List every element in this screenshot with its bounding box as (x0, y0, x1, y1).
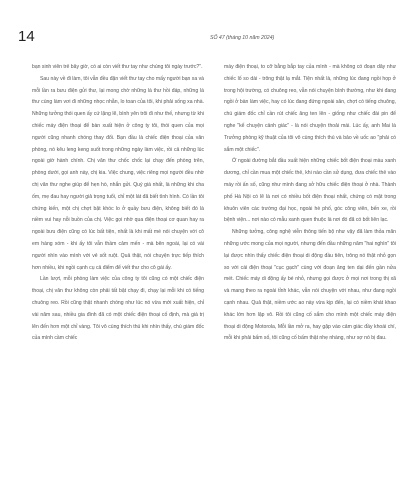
left-paragraph-1: bạn sinh viên trẻ bây giờ, có ai còn viết thư tay như chúng tôi ngày trước?". (32, 64, 203, 70)
right-column (224, 62, 396, 345)
left-column (32, 62, 204, 345)
left-paragraph-2: Sau này về đi làm, tôi vẫn đều đặn viết thư tay cho mấy người bạn xa và mỗi lần ra bưu điện gửi thư, lại mong chờ những lá thư hồi đáp, những lá thư cùng làm vơi đi những nhọc nhằn, lo toan của tôi, khi phải sống xa nhà. Những tưởng thói quen ấy cứ lặng lẽ, bình yên trôi đi như thế, nhưng từ khi chiếc máy điện thoại để bàn xuất hiện ở công ty tôi, thói quen của mọi người cũng nhanh chóng thay đổi. Bạn đầu là chiếc điện thoại của văn phòng, nó kêu leng keng suốt trong những ngày làm việc, rồi cả những lúc ngoài giờ hành chính. Chị văn thư chốc chốc lại chạy đến phòng trên, phòng dưới, gọi anh này, chị kia. Việc chung, việc riêng mọi người đều nhờ chị văn thư nghe giúp để hẹn hò, nhắn gửi. Quý giá nhất, là những khi cha ốm, mẹ đau hay người giả trọng tuổi, chỉ một lát đã biết tình hình. Có lần tôi chứng kiến, một chị chợt bật khóc lo ở quầy bưu điện, không biết đó là niềm vui hay nỗi buồn của chị. Việc gọi nhờ qua điện thoại cơ quan hay ra ngoài bưu điện cũng có lúc bất tiện, nhất là khi mất mé nói chuyện với cô em hàng xóm - khi ấy tôi vẫn thầm cảm mến - mà bên ngoài, lại có vài người nhìn vào mình với vẻ sốt ruột. Quả thật, nói chuyện trực tiếp thích hơn nhiều, khi ngồi cạnh cụ cả điểm để viết thư cho cô gái ấy. (32, 75, 204, 271)
page-number: 14 (18, 28, 35, 45)
issue-header: SỐ 47 (tháng 10 năm 2024) (210, 35, 275, 41)
right-paragraph-1: máy điện thoại, to cỡ bằng bắp tay của mình - mà không có đoạn dây như chiếc lố so dài - trông thật lạ mắt. Tiện nhất là, những lúc đang ngồi họp ở trong hội trường, có chuông reo, vẫn nói chuyện bình thường, như khi đang ngồi ở bàn làm việc, hay có lúc đang đứng ngoài sân, chợt có tiếng chuông, chú giám đốc chỉ cần rút chiếc ăng ten lên - giống như chiếc đài pin để nghe "kể chuyện cảnh giác" - là nói chuyện thoải mái. Lúc ấy, anh Mai là Trưởng phòng kỹ thuật của tôi vô cùng thích thú và bảo về uốc ao "phải có sắm một chiếc". (224, 64, 396, 153)
right-paragraph-3: Những tưởng, công nghệ viễn thông tiến bộ như vậy đã làm thỏa mãn những ước mong của mọi người, nhưng đến đầu những năm "hai nghìn" tôi lại được nhìn thấy chiếc điện thoại di động đầu tiên, trông nó thật nhỏ gọn so với cái điện thoại "cục gạch" cùng với đoạn ăng ten dại đến gần nửa mét. Chiếc máy di động ấy bé nhỏ, nhưng gọi được ở mọi nơi trong thị xã và mang theo ra ngoài tỉnh khác, vẫn nói chuyện với nhau, như đang ngồi cạnh nhau. Quả thật, niềm ước ao này vừa kịp đến, lại có niềm khát khao khác lớn hơn lặp vô. Rồi tôi cũng cố sắm cho mình một chiếc máy điện thoại di động Motorola, Mỗi lần mở ra, hay gặp vào cảm giác đầy khoái chí, mỗi khi phải bấm số, tôi cũng cố bấm thật nhẹ nhàng, như sợ nó bị đau. (224, 229, 396, 342)
left-paragraph-3: Lần lượt, mỗi phòng làm việc của công ty tôi cũng có một chiếc điện thoại, chị văn thư không còn phải tất bật chạy đi, chạy lại mỗi khi có tiếng chuông reo. Rồi cũng thật nhanh chóng như lúc nó vừa mới xuất hiện, chỉ vài năm sau, nhiều gia đình đã có một chiếc điện thoại cố định, mà giá trị lên đến hơn một chỉ vàng. Tôi vô cùng thích thú khi nhìn thấy, chú giám đốc của mình cầm chiếc (32, 276, 204, 342)
right-paragraph-2: Ở ngoài đường bắt đầu xuất hiện những chiếc bốt điện thoại màu xanh dương, chỉ cần mua một chiếc thẻ, khi nào cần sử dụng, đưa chiếc thẻ vào máy rồi ấn số, cũng như mình đang sở hữu chiếc điện thoại ở nhà. Thành phố Hà Nội có lẽ là nơi có nhiều bốt điện thoại nhất, chứng có mặt trong khuôn viên các trường đại học, ngoài hè phố, góc công viên, bến xe, rồi bệnh viện... nơi nào có mẫu xanh quen thuộc là nơi đó đã có bốt liên lạc. (224, 158, 396, 224)
